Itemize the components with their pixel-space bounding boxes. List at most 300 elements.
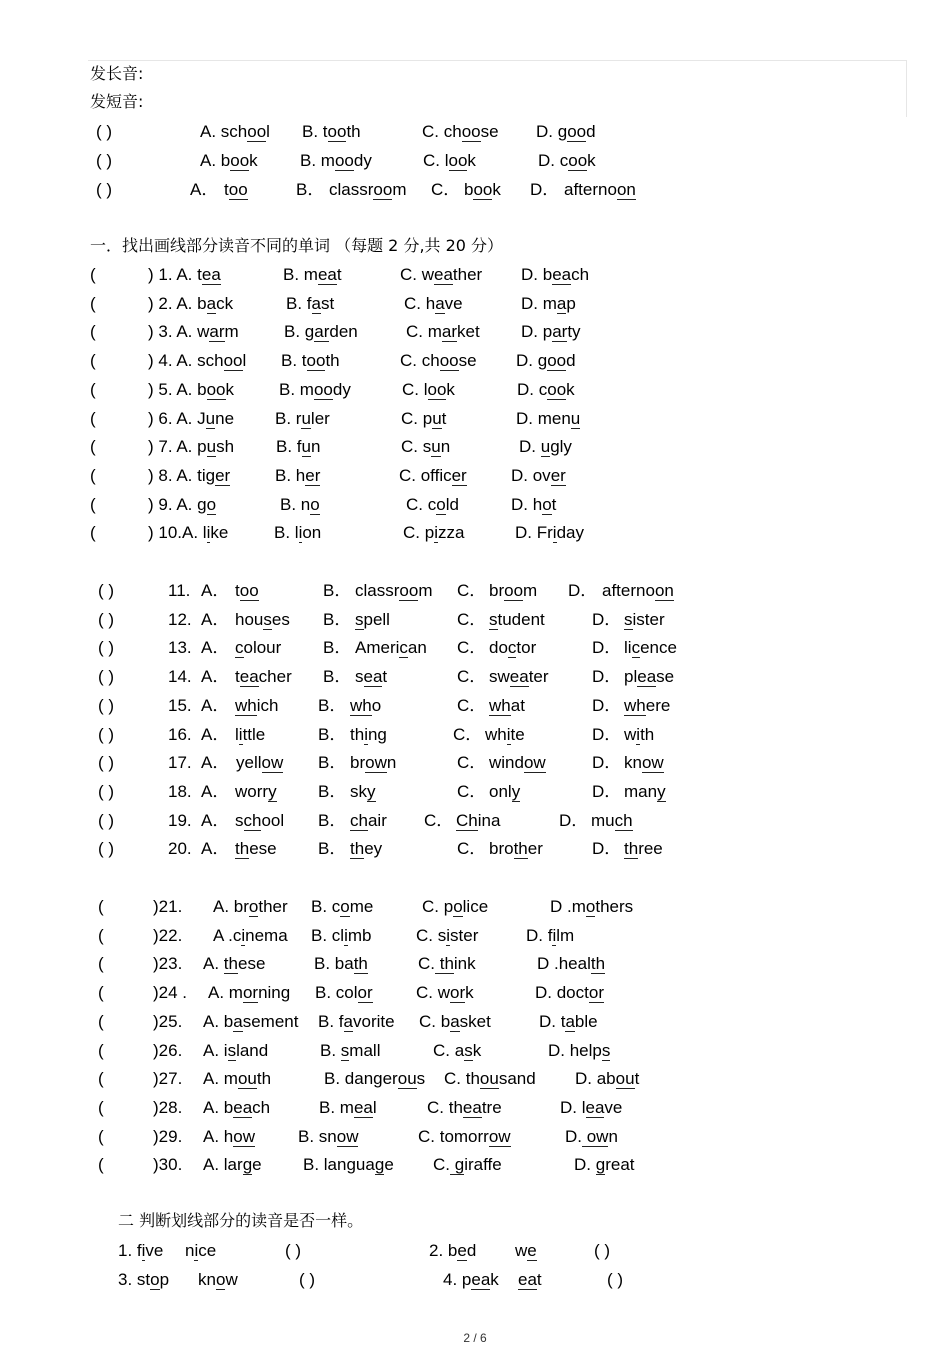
option-cell: [535, 981, 604, 1005]
option-cell: [90, 407, 96, 431]
option-text: C．: [457, 753, 487, 773]
option-cell: [98, 636, 114, 660]
option-cell: [280, 493, 320, 517]
option-cell: [457, 780, 486, 804]
underlined-letters: or: [588, 983, 604, 1003]
option-text: A．: [201, 753, 230, 773]
option-text: D. men: [516, 408, 571, 428]
option-text: se: [480, 122, 499, 141]
option-cell: [311, 924, 371, 948]
option-text: A. b: [203, 1097, 234, 1117]
option-cell: [281, 349, 340, 373]
option-cell: [424, 809, 453, 833]
option-text: D. g: [516, 351, 548, 371]
underlined-letters: oo: [461, 122, 481, 141]
option-text: t: [551, 494, 557, 514]
option-text: olour: [243, 638, 282, 658]
underlined-letters: oo: [239, 581, 259, 600]
underlined-letters: i: [434, 523, 438, 543]
option-cell: [399, 464, 467, 488]
option-text: th: [350, 724, 365, 744]
underlined-letters: ou: [615, 1069, 635, 1089]
option-cell: [516, 407, 580, 431]
option-text: b: [464, 180, 474, 199]
option-text: B. ba: [314, 954, 354, 974]
option-text: D. doct: [535, 983, 589, 1003]
option-text: iraffe: [464, 1155, 502, 1175]
option-cell: [90, 521, 96, 545]
option-cell: [168, 837, 192, 861]
option-text: 19.: [168, 810, 192, 830]
option-cell: [98, 895, 104, 919]
option-cell: [168, 780, 192, 804]
option-cell: [444, 1067, 536, 1091]
option-text: k: [492, 180, 501, 199]
option-text: n: [310, 437, 321, 457]
underlined-letters: c: [399, 638, 408, 658]
option-text: A. b: [203, 1011, 234, 1031]
option-cell: [515, 521, 584, 545]
option-text: sement: [242, 1011, 299, 1031]
option-cell: [198, 1268, 238, 1292]
option-text: )26.: [153, 1040, 183, 1060]
underlined-letters: g: [450, 1155, 465, 1175]
option-cell: [318, 780, 346, 804]
option-cell: [153, 981, 187, 1005]
underlined-letters: ea: [201, 265, 221, 284]
option-cell: [201, 694, 229, 718]
option-cell: [530, 178, 559, 202]
option-text: B．: [318, 839, 347, 859]
option-cell: [521, 263, 589, 287]
underlined-letters: o: [310, 494, 320, 514]
option-text: ina: [477, 810, 501, 830]
option-text: C. p: [422, 897, 454, 916]
option-cell: [592, 665, 621, 689]
underlined-letters: th: [235, 839, 250, 859]
option-text: 20.: [168, 839, 192, 859]
underlined-letters: s: [263, 609, 272, 629]
option-text: ) 7. A. p: [148, 437, 207, 457]
option-text: kn: [624, 753, 642, 773]
option-text: B．: [323, 638, 352, 658]
underlined-letters: ow: [523, 753, 546, 773]
option-text: C. ch: [400, 351, 440, 371]
option-cell: [489, 694, 525, 718]
option-text: lice: [462, 897, 489, 916]
option-text: 13.: [168, 638, 192, 658]
option-text: th: [325, 351, 340, 371]
underlined-letters: oo: [504, 581, 524, 600]
underlined-letters: oo: [567, 122, 587, 141]
option-text: ) 3. A. w: [148, 322, 210, 342]
option-text: sw: [489, 667, 510, 687]
option-text: A．: [190, 180, 219, 199]
underlined-letters: s: [489, 609, 498, 629]
option-cell: [235, 809, 284, 833]
underlined-letters: oo: [399, 581, 419, 600]
option-text: C．: [457, 667, 487, 687]
option-cell: [168, 579, 190, 603]
option-text: den: [329, 322, 358, 342]
underlined-letters: c: [507, 638, 517, 658]
option-text: 12.: [168, 609, 192, 629]
option-text: air: [367, 810, 387, 830]
header-long-sound: 发长音:: [90, 64, 144, 83]
option-text: B．: [318, 781, 347, 801]
option-text: B．: [323, 667, 352, 687]
option-text: w: [624, 724, 637, 744]
option-cell: [423, 149, 476, 173]
option-cell: [624, 665, 674, 689]
underlined-letters: oo: [373, 180, 393, 199]
option-text: A .c: [213, 925, 242, 945]
option-text: D.: [565, 1126, 582, 1146]
option-text: B. langua: [303, 1155, 375, 1175]
option-text: B. col: [315, 983, 358, 1003]
option-text: D．: [568, 581, 598, 600]
top-table-border: [88, 60, 907, 117]
underlined-letters: i: [241, 925, 246, 945]
option-text: n: [185, 1241, 195, 1260]
option-text: 2. b: [429, 1241, 458, 1260]
option-text: (: [98, 1040, 104, 1060]
option-text: ther: [258, 897, 288, 916]
option-text: C．: [424, 810, 454, 830]
option-cell: [235, 694, 278, 718]
option-text: C. w: [400, 265, 434, 284]
option-text: )27.: [153, 1069, 183, 1089]
option-text: p: [159, 1270, 170, 1289]
underlined-letters: oo: [306, 351, 326, 371]
option-text: B．: [318, 810, 347, 830]
option-cell: [404, 292, 463, 316]
option-text: er: [527, 839, 543, 859]
option-cell: [96, 178, 112, 202]
option-text: d: [466, 1241, 477, 1260]
option-cell: [350, 694, 381, 718]
underlined-letters: o: [542, 494, 552, 514]
option-cell: [236, 751, 283, 775]
option-text: B．: [318, 695, 347, 715]
underlined-letters: ea: [552, 265, 572, 284]
underlined-letters: ea: [317, 265, 337, 284]
option-cell: [153, 952, 182, 976]
option-text: k: [472, 1040, 482, 1060]
option-cell: [457, 636, 486, 660]
option-text: A．: [201, 667, 230, 687]
option-text: ster: [450, 925, 479, 945]
option-cell: [401, 407, 446, 431]
underlined-letters: th: [350, 839, 365, 859]
option-cell: [148, 349, 246, 373]
underlined-letters: g: [595, 1155, 606, 1175]
option-cell: [418, 1125, 511, 1149]
option-cell: [148, 464, 230, 488]
option-text: l: [372, 1097, 377, 1117]
option-cell: [153, 1125, 182, 1149]
option-text: k: [249, 151, 258, 170]
option-text: B. m: [279, 379, 314, 399]
underlined-letters: i: [446, 925, 451, 945]
option-text: )21.: [153, 897, 183, 916]
underlined-letters: g: [374, 1155, 385, 1175]
underlined-letters: a: [565, 1011, 575, 1031]
option-cell: [276, 435, 320, 459]
option-cell: [98, 694, 114, 718]
option-cell: [350, 780, 376, 804]
underlined-letters: ou: [237, 1069, 257, 1089]
option-cell: [624, 636, 677, 660]
underlined-letters: ea: [239, 667, 259, 687]
option-cell: [286, 292, 334, 316]
option-text: (: [90, 351, 96, 371]
option-cell: [203, 1010, 298, 1034]
option-text: afterno: [564, 180, 617, 199]
option-cell: [90, 320, 96, 344]
option-cell: [592, 636, 621, 660]
option-text: land: [236, 1040, 269, 1060]
option-text: B. cl: [311, 925, 345, 945]
option-text: k: [467, 151, 476, 170]
option-cell: [548, 1039, 610, 1063]
option-cell: [592, 780, 621, 804]
underlined-letters: ch: [614, 810, 633, 830]
underlined-letters: i: [364, 724, 368, 744]
option-cell: [98, 1125, 104, 1149]
option-text: t: [382, 667, 388, 687]
option-cell: [224, 178, 248, 202]
option-text: p: [566, 293, 576, 313]
option-text: A.: [203, 954, 224, 974]
option-cell: [153, 895, 182, 919]
option-text: wh: [485, 724, 507, 744]
option-text: t: [336, 265, 342, 284]
option-text: ( ): [96, 151, 113, 170]
option-text: ( ): [98, 724, 115, 744]
underlined-letters: o: [585, 897, 596, 916]
underlined-letters: i: [552, 523, 557, 543]
option-text: D. help: [548, 1040, 602, 1060]
option-text: pell: [363, 609, 390, 629]
option-cell: [201, 837, 229, 861]
option-cell: [235, 608, 290, 632]
option-text: D .heal: [537, 954, 591, 974]
option-text: A．: [201, 609, 230, 629]
option-cell: [90, 493, 96, 517]
option-cell: [350, 723, 387, 747]
option-text: ning: [258, 983, 291, 1003]
option-cell: [539, 1010, 598, 1034]
option-text: B．: [318, 724, 347, 744]
option-cell: [203, 1096, 270, 1120]
option-text: yell: [236, 753, 262, 773]
option-text: D.: [519, 437, 541, 457]
option-text: m: [224, 322, 239, 342]
option-text: mb: [347, 925, 372, 945]
option-text: ister: [632, 609, 665, 629]
option-text: D. g: [536, 122, 568, 141]
option-cell: [98, 723, 114, 747]
underlined-letters: oo: [439, 351, 459, 371]
option-text: B. sn: [298, 1126, 337, 1146]
underlined-letters: oo: [427, 379, 447, 399]
underlined-letters: oo: [334, 151, 354, 170]
option-cell: [98, 952, 104, 976]
option-cell: [489, 751, 546, 775]
underlined-letters: oo: [568, 151, 588, 170]
underlined-letters: ow: [488, 1126, 511, 1146]
option-text: (: [98, 1069, 104, 1089]
underlined-letters: th: [624, 839, 639, 859]
underlined-letters: s: [227, 1040, 237, 1060]
option-text: se: [656, 667, 675, 687]
option-cell: [485, 723, 525, 747]
option-cell: [624, 694, 670, 718]
option-text: sand: [498, 1069, 536, 1089]
underlined-letters: ar: [314, 322, 330, 342]
option-text: n: [440, 437, 451, 457]
option-cell: [299, 1268, 315, 1292]
option-text: ( ): [98, 667, 115, 687]
option-cell: [624, 780, 666, 804]
option-cell: [235, 837, 277, 861]
option-cell: [203, 1039, 268, 1063]
option-text: th: [346, 122, 361, 141]
underlined-letters: y: [367, 781, 376, 801]
option-text: B．: [323, 609, 352, 629]
header-short-sound: 发短音:: [90, 92, 144, 111]
option-cell: [168, 665, 192, 689]
underlined-letters: a: [450, 1011, 460, 1031]
option-text: (: [98, 954, 104, 974]
option-cell: [213, 924, 288, 948]
option-cell: [203, 952, 265, 976]
option-text: (: [98, 1126, 104, 1146]
option-text: ese: [249, 839, 277, 859]
option-cell: [457, 665, 486, 689]
option-text: A. b: [200, 151, 231, 170]
option-cell: [90, 263, 96, 287]
underlined-letters: a: [206, 293, 217, 313]
option-text: (: [90, 437, 96, 457]
option-text: ck: [216, 293, 234, 313]
option-cell: [235, 780, 277, 804]
option-cell: [148, 407, 234, 431]
option-text: w: [515, 1241, 528, 1260]
underlined-letters: o: [215, 1270, 226, 1289]
underlined-letters: u: [301, 408, 311, 428]
underlined-letters: s: [355, 609, 364, 629]
option-text: d: [566, 351, 576, 371]
option-text: 4. p: [443, 1270, 472, 1289]
option-text: D.: [574, 1155, 596, 1175]
option-text: C. w: [416, 983, 450, 1003]
option-text: C. s: [416, 925, 447, 945]
underlined-letters: er: [451, 465, 467, 485]
option-text: 17.: [168, 753, 192, 773]
option-text: do: [489, 638, 508, 658]
option-text: B. m: [283, 265, 318, 284]
option-text: st: [320, 293, 335, 313]
option-cell: [90, 292, 96, 316]
option-cell: [148, 435, 234, 459]
option-text: C. a: [433, 1040, 465, 1060]
option-text: D．: [592, 638, 622, 658]
underlined-letters: wh: [489, 695, 511, 715]
option-text: D. ov: [511, 465, 551, 485]
underlined-letters: or: [450, 983, 466, 1003]
option-text: (: [90, 465, 96, 485]
option-text: D. ab: [575, 1069, 616, 1089]
option-cell: [602, 579, 674, 603]
underlined-letters: ar: [441, 322, 458, 342]
option-cell: [274, 521, 321, 545]
option-text: ler: [310, 408, 330, 428]
option-text: B. f: [276, 437, 302, 457]
option-cell: [311, 895, 373, 919]
option-text: D. c: [517, 379, 548, 399]
underlined-letters: o: [248, 897, 259, 916]
option-text: B. f: [286, 293, 312, 313]
option-text: te: [510, 724, 525, 744]
option-cell: [526, 924, 574, 948]
option-text: 11.: [168, 581, 191, 600]
option-cell: [624, 723, 654, 747]
option-text: at: [510, 695, 525, 715]
underlined-letters: ea: [585, 1097, 605, 1117]
option-cell: [453, 723, 482, 747]
underlined-letters: er: [215, 465, 231, 485]
option-text: ter: [528, 667, 549, 687]
underlined-letters: y: [268, 781, 277, 801]
option-text: (: [90, 322, 96, 342]
option-cell: [516, 349, 576, 373]
option-text: A．: [201, 810, 230, 830]
option-text: C．: [457, 638, 487, 658]
option-text: A. m: [208, 983, 243, 1003]
option-text: nema: [245, 925, 288, 945]
option-text: ket: [457, 322, 480, 342]
underlined-letters: oo: [547, 351, 567, 371]
option-text: t: [235, 667, 240, 687]
option-text: A．: [201, 695, 230, 715]
option-cell: [355, 608, 390, 632]
option-cell: [406, 493, 459, 517]
option-cell: [433, 1039, 481, 1063]
option-text: t: [224, 180, 229, 199]
option-text: D. b: [521, 265, 553, 284]
option-text: ve: [145, 1241, 164, 1260]
underlined-letters: i: [206, 523, 211, 543]
option-cell: [592, 608, 621, 632]
option-text: D .m: [550, 897, 586, 916]
option-cell: [416, 981, 474, 1005]
underlined-letters: wh: [350, 695, 372, 715]
option-text: ( ): [98, 581, 115, 600]
option-text: d: [586, 122, 596, 141]
underlined-letters: ow: [336, 1126, 359, 1146]
underlined-letters: a: [343, 1011, 353, 1031]
option-cell: [98, 579, 114, 603]
underlined-letters: i: [238, 724, 243, 744]
underlined-letters: u: [570, 408, 581, 428]
option-cell: [594, 1239, 610, 1263]
option-cell: [98, 751, 114, 775]
option-text: 14.: [168, 667, 192, 687]
underlined-letters: on: [654, 581, 674, 600]
option-cell: [536, 120, 596, 144]
